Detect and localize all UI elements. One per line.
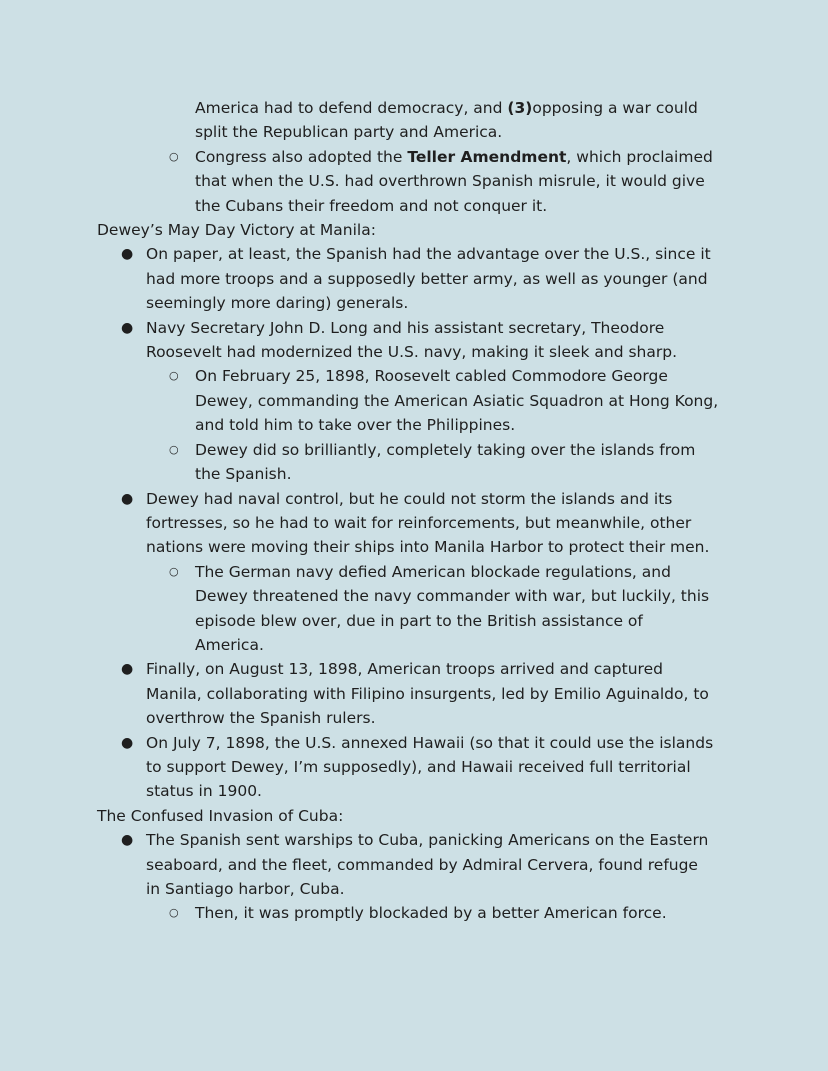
filled-bullet-icon: ● — [121, 734, 134, 751]
list-item — [0, 560, 828, 584]
document-page — [0, 96, 828, 926]
text-segment: The German navy defied American blockade regulations, and — [195, 562, 671, 581]
text-segment: Navy Secretary John D. Long and his assistant secretary, Theodore — [146, 318, 665, 337]
text-line: that when the U.S. had overthrown Spanish misrule, it would give — [195, 172, 705, 191]
list-item — [0, 438, 828, 462]
text-line: seaboard, and the fleet, commanded by Admiral Cervera, found refuge — [146, 855, 698, 874]
text-segment: On July 7, 1898, the U.S. annexed Hawaii (so that it could use the islands — [146, 733, 714, 752]
hollow-bullet-icon: ○ — [169, 149, 179, 163]
bold-text: (3) — [507, 99, 533, 117]
text-line: split the Republican party and America. — [195, 123, 503, 142]
text-line: episode blew over, due in part to the British assistance of — [195, 611, 643, 630]
filled-bullet-icon: ● — [121, 319, 134, 336]
text-segment: The Spanish sent warships to Cuba, panicking Americans on the Eastern — [146, 831, 709, 850]
section-heading: The Confused Invasion of Cuba: — [97, 806, 344, 825]
filled-bullet-icon: ● — [121, 832, 134, 849]
list-item — [0, 731, 828, 755]
text-segment: Then, it was promptly blockaded by a better American force. — [195, 904, 667, 923]
text-segment: On paper, at least, the Spanish had the advantage over the U.S., since it — [146, 245, 711, 264]
text-line: to support Dewey, I’m supposedly), and Hawaii received full territorial — [146, 757, 691, 776]
text-line: and told him to take over the Philippines. — [195, 416, 516, 435]
hollow-bullet-icon: ○ — [169, 564, 179, 578]
list-item — [0, 316, 828, 340]
bold-text: Teller Amendment — [407, 147, 567, 166]
text-line: fortresses, so he had to wait for reinforcements, but meanwhile, other — [146, 513, 692, 532]
text-line: seemingly more daring) generals. — [146, 294, 409, 313]
list-item — [0, 901, 828, 925]
text-line: in Santiago harbor, Cuba. — [146, 880, 345, 898]
list-item — [0, 828, 828, 852]
text-line: the Spanish. — [195, 465, 292, 484]
section-heading: Dewey’s May Day Victory at Manila: — [97, 221, 376, 240]
hollow-bullet-icon: ○ — [169, 906, 179, 920]
text-line: Dewey threatened the navy commander with war, but luckily, this — [195, 587, 710, 606]
text-segment: Congress also adopted the — [195, 147, 408, 166]
text-segment: Dewey did so brilliantly, completely taking over the islands from — [195, 440, 696, 459]
text-line: Roosevelt had modernized the U.S. navy, making it sleek and sharp. — [146, 343, 677, 362]
filled-bullet-icon: ● — [121, 490, 134, 507]
text-line: Dewey, commanding the American Asiatic Squadron at Hong Kong, — [195, 391, 719, 410]
text-segment: On February 25, 1898, Roosevelt cabled Commodore George — [195, 367, 668, 386]
text-segment: , which proclaimed — [566, 147, 713, 166]
text-line: the Cubans their freedom and not conquer it. — [195, 196, 548, 215]
text-segment: opposing a war could — [532, 99, 698, 117]
list-item — [0, 364, 828, 388]
filled-bullet-icon: ● — [121, 246, 134, 263]
hollow-bullet-icon: ○ — [169, 442, 179, 456]
list-item — [0, 242, 828, 266]
hollow-bullet-icon: ○ — [169, 369, 179, 383]
text-segment: Dewey had naval control, but he could not storm the islands and its — [146, 489, 673, 508]
list-item — [0, 487, 828, 511]
text-line: overthrow the Spanish rulers. — [146, 709, 376, 728]
list-item — [0, 145, 828, 169]
text-segment: America had to defend democracy, and — [195, 99, 508, 117]
list-item — [0, 657, 828, 681]
filled-bullet-icon: ● — [121, 661, 134, 678]
text-line — [0, 96, 828, 120]
text-line: status in 1900. — [146, 782, 262, 801]
text-line: had more troops and a supposedly better army, as well as younger (and — [146, 269, 708, 288]
text-line: Manila, collaborating with Filipino insurgents, led by Emilio Aguinaldo, to — [146, 684, 709, 703]
text-line: nations were moving their ships into Manila Harbor to protect their men. — [146, 538, 710, 557]
text-segment: Finally, on August 13, 1898, American troops arrived and captured — [146, 660, 663, 679]
text-line: America. — [195, 635, 264, 654]
